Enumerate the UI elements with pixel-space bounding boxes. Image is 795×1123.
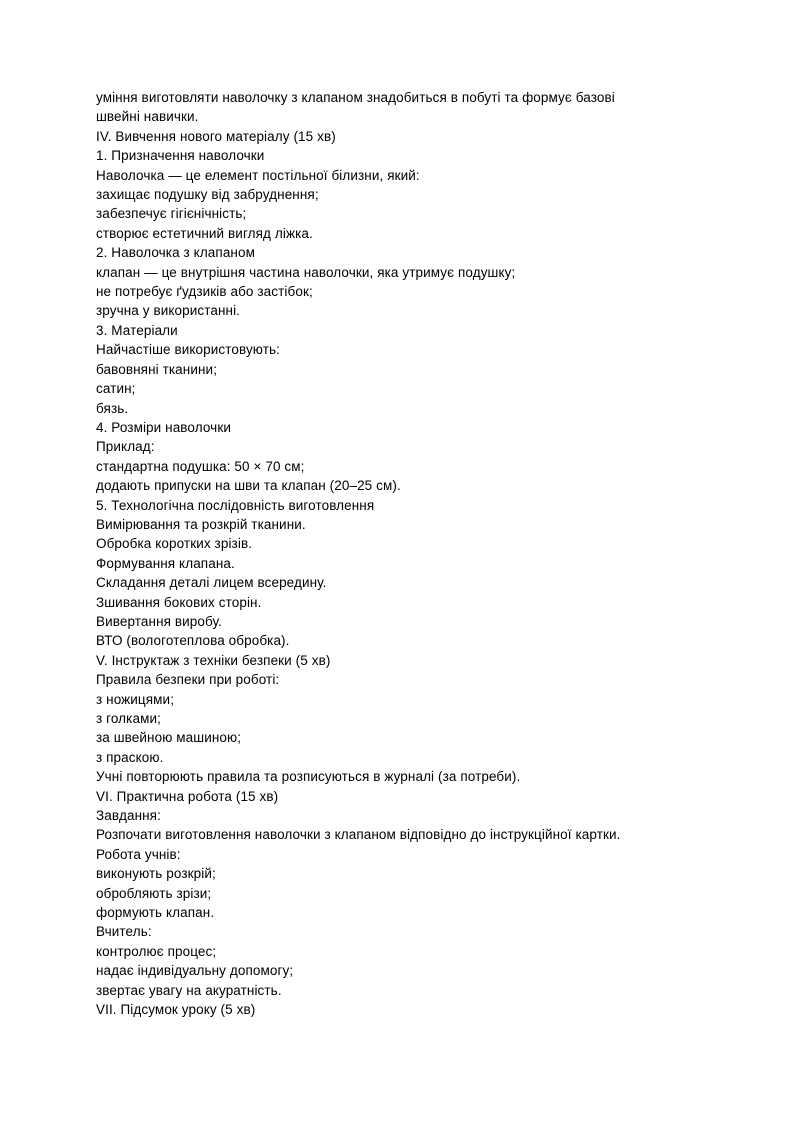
text-line: Правила безпеки при роботі: — [96, 672, 280, 688]
text-line: VI. Практична робота (15 хв) — [96, 788, 279, 804]
text-line: 1. Призначення наволочки — [96, 148, 265, 164]
text-line: з ножицями; — [96, 691, 175, 707]
text-line: Вчитель: — [96, 924, 152, 940]
text-line: захищає подушку від забруднення; — [96, 187, 319, 203]
text-line: не потребує ґудзиків або застібок; — [96, 284, 313, 300]
text-line: Вивертання виробу. — [96, 613, 222, 629]
text-line: забезпечує гігієнічність; — [96, 206, 247, 222]
text-line: стандартна подушка: 50 × 70 см; — [96, 458, 305, 474]
text-line: контролює процес; — [96, 943, 217, 959]
text-line: Розпочати виготовлення наволочки з клапаном відповідно до інструкційної картки. — [96, 827, 621, 843]
text-line: зручна у використанні. — [96, 303, 241, 319]
text-line: Обробка коротких зрізів. — [96, 536, 253, 552]
text-line: клапан — це внутрішня частина наволочки, яка утримує подушку; — [96, 264, 516, 280]
document-body — [96, 88, 756, 1020]
text-line: Найчастіше використовують: — [96, 342, 280, 358]
text-line: створює естетичний вигляд ліжка. — [96, 225, 313, 241]
text-line: Учні повторюють правила та розписуються в журналі (за потреби). — [96, 769, 521, 785]
text-line: IV. Вивчення нового матеріалу (15 хв) — [96, 128, 336, 144]
text-line: обробляють зрізи; — [96, 885, 212, 901]
text-line: 2. Наволочка з клапаном — [96, 245, 255, 261]
text-line: надає індивідуальну допомогу; — [96, 963, 294, 979]
text-line: бязь. — [96, 400, 129, 416]
text-line: за швейною машиною; — [96, 730, 242, 746]
text-line: V. Інструктаж з техніки безпеки (5 хв) — [96, 652, 331, 668]
text-line: Завдання: — [96, 808, 161, 824]
text-line: ВТО (вологотеплова обробка). — [96, 633, 290, 649]
text-line: Складання деталі лицем всередину. — [96, 575, 327, 591]
text-line: додають припуски на шви та клапан (20–25 см). — [96, 478, 401, 494]
text-line: VII. Підсумок уроку (5 хв) — [96, 1002, 256, 1018]
text-line: Формування клапана. — [96, 555, 235, 571]
text-line: 4. Розміри наволочки — [96, 419, 231, 435]
text-line: швейні навички. — [96, 109, 199, 125]
text-line: виконують розкрій; — [96, 866, 216, 882]
text-line: з праскою. — [96, 749, 164, 765]
text-line: 5. Технологічна послідовність виготовлення — [96, 497, 375, 513]
text-line: звертає увагу на акуратність. — [96, 982, 282, 998]
text-line: 3. Матеріали — [96, 322, 178, 338]
text-line: Наволочка — це елемент постільної білизни, який: — [96, 167, 420, 183]
text-line: Робота учнів: — [96, 846, 181, 862]
text-line: з голками; — [96, 711, 161, 726]
text-line: Приклад: — [96, 439, 155, 455]
text-line: сатин; — [96, 381, 136, 397]
text-line: уміння виготовляти наволочку з клапаном знадобиться в побуті та формує базові — [96, 90, 615, 105]
text-line: Вимірювання та розкрій тканини. — [96, 516, 306, 532]
text-line: Зшивання бокових сторін. — [96, 594, 262, 610]
text-line: бавовняні тканини; — [96, 361, 218, 377]
text-line: формують клапан. — [96, 905, 215, 921]
